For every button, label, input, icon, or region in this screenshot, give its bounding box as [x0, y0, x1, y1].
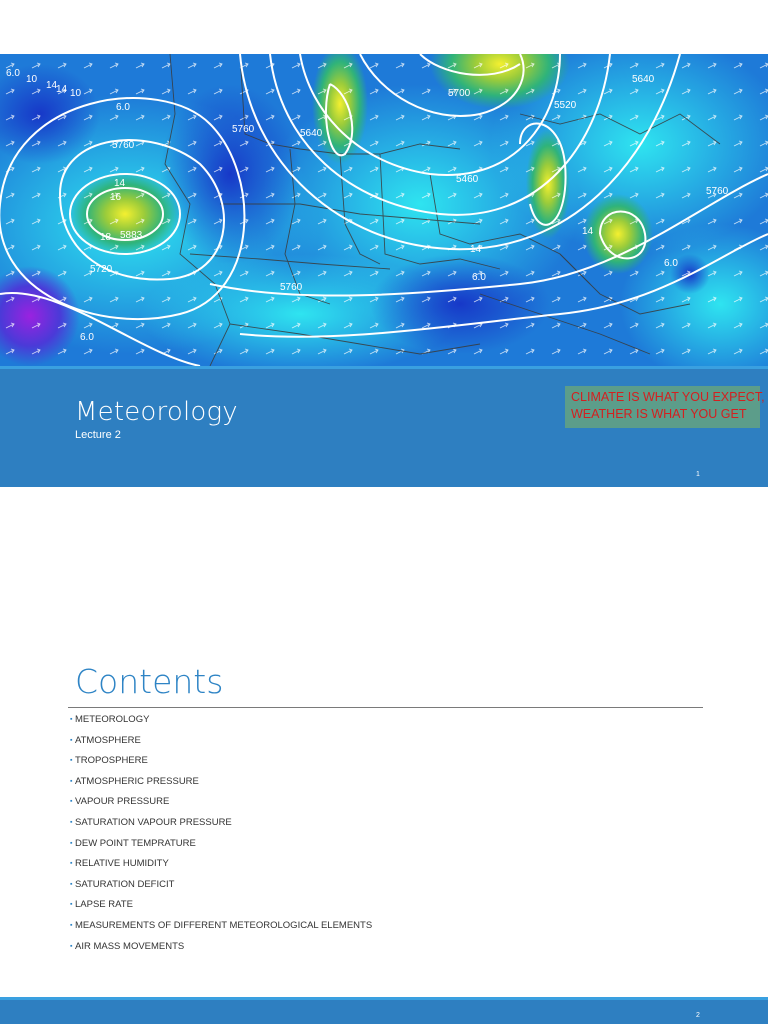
- slide-title: Meteorology: [75, 397, 238, 427]
- quote-line-2: WEATHER IS WHAT YOU GET: [571, 407, 747, 421]
- list-item-text: LAPSE RATE: [75, 899, 133, 911]
- list-item: [70, 837, 372, 858]
- contour-label: 6.0: [6, 68, 20, 79]
- contour-label: 5460: [456, 174, 479, 185]
- bullet-icon: ▪: [70, 942, 73, 950]
- contour-label: 5760: [280, 282, 303, 293]
- list-item-text: SATURATION DEFICIT: [75, 878, 175, 890]
- contour-label: 5640: [300, 128, 323, 139]
- contour-label: 16: [110, 192, 122, 203]
- list-item-text: MEASUREMENTS OF DIFFERENT METEOROLOGICAL ELEMENTS: [75, 919, 373, 931]
- contour-label: 5520: [554, 100, 577, 111]
- contour-label: 18: [100, 232, 112, 243]
- bullet-icon: ▪: [70, 716, 73, 723]
- contour-label: 14: [46, 80, 58, 91]
- list-item-text: ATMOSPHERIC PRESSURE: [75, 775, 199, 787]
- contour-label: 10: [70, 88, 82, 99]
- list-item: [70, 857, 372, 878]
- contents-title: Contents: [75, 662, 224, 701]
- bullet-icon: ▪: [70, 901, 73, 909]
- contour-label: 6.0: [664, 258, 678, 269]
- quote-line-1: CLIMATE IS WHAT YOU EXPECT,: [571, 390, 765, 404]
- bullet-icon: ▪: [70, 798, 73, 806]
- contour-label: 10: [26, 74, 38, 85]
- list-item-text: ATMOSPHERE: [75, 734, 141, 746]
- contour-label: 14: [114, 178, 126, 189]
- list-item: [70, 940, 372, 961]
- bullet-icon: ▪: [70, 818, 73, 826]
- bullet-icon: ▪: [70, 736, 73, 744]
- page-number: 2: [696, 1012, 700, 1019]
- list-item-text: SATURATION VAPOUR PRESSURE: [75, 816, 232, 828]
- title-divider: [68, 707, 703, 708]
- contour-label: 5640: [632, 74, 655, 85]
- contour-label: 14: [470, 244, 482, 255]
- list-item: [70, 734, 372, 755]
- contents-list: [70, 713, 372, 960]
- contour-label: 5700: [448, 88, 471, 99]
- quote-box: [565, 386, 765, 428]
- slide-subtitle: Lecture 2: [75, 429, 121, 441]
- bullet-icon: ▪: [70, 757, 73, 765]
- contour-label: 6.0: [472, 272, 486, 283]
- bullet-icon: ▪: [70, 860, 73, 868]
- contour-label: 14: [56, 84, 68, 95]
- list-item: [70, 816, 372, 837]
- weather-map-image: [0, 54, 768, 366]
- bullet-icon: ▪: [70, 880, 73, 888]
- list-item: [70, 795, 372, 816]
- weather-map-graphic: [0, 54, 768, 366]
- contour-label: 5760: [232, 124, 255, 135]
- list-item: [70, 754, 372, 775]
- list-item: [70, 919, 372, 940]
- list-item-text: METEOROLOGY: [75, 714, 150, 725]
- list-item: [70, 878, 372, 899]
- contour-label: 14: [582, 226, 594, 237]
- list-item-text: RELATIVE HUMIDITY: [75, 858, 169, 870]
- contour-label: 6.0: [80, 332, 94, 343]
- list-item: [70, 713, 372, 734]
- contour-label: 5720: [90, 264, 113, 275]
- contour-label: 5760: [112, 140, 135, 151]
- list-item: [70, 898, 372, 919]
- bullet-icon: ▪: [70, 777, 73, 785]
- title-band: [0, 366, 768, 487]
- list-item-text: AIR MASS MOVEMENTS: [75, 940, 185, 952]
- contour-label: 5760: [706, 186, 729, 197]
- contour-label: 6.0: [116, 102, 130, 113]
- list-item: [70, 775, 372, 796]
- footer-band: [0, 997, 768, 1024]
- list-item-text: VAPOUR PRESSURE: [75, 796, 170, 808]
- bullet-icon: ▪: [70, 839, 73, 847]
- contour-label: 5883: [120, 230, 143, 241]
- list-item-text: DEW POINT TEMPRATURE: [75, 837, 196, 849]
- page-number: 1: [696, 471, 700, 478]
- list-item-text: TROPOSPHERE: [75, 755, 148, 767]
- bullet-icon: ▪: [70, 921, 73, 929]
